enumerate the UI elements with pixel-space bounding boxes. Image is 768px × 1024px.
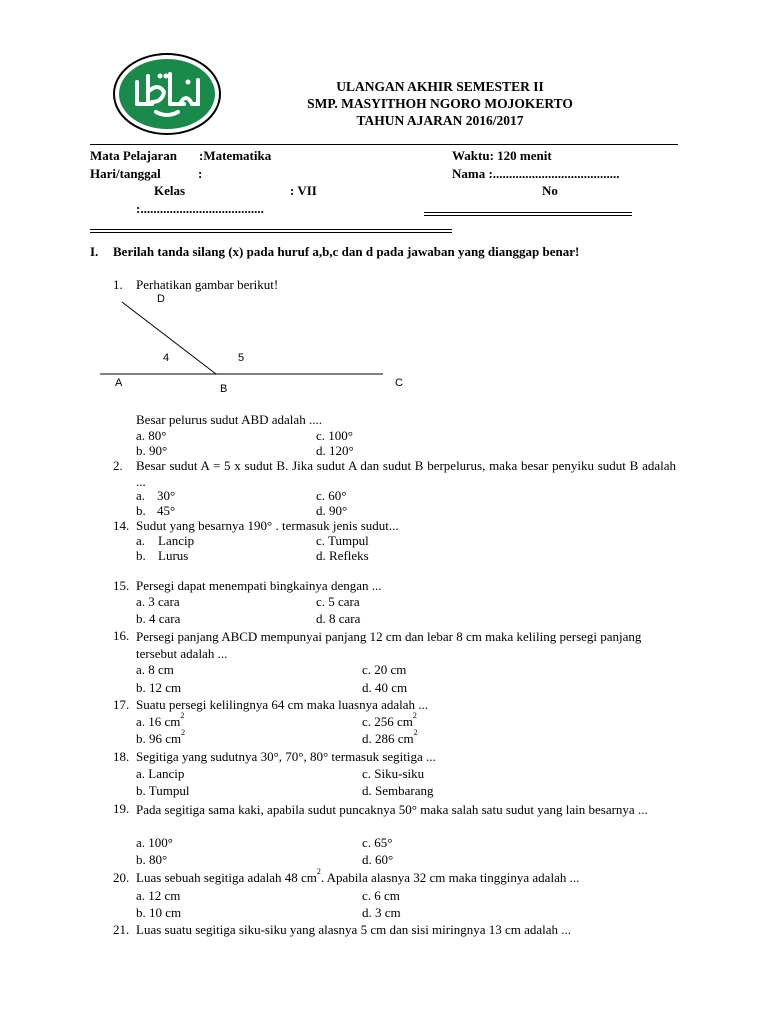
q15-option-b: b. 4 cara <box>136 611 181 626</box>
q21-text: Luas suatu segitiga siku-siku yang alasnya 5 cm dan sisi miringnya 13 cm adalah ... <box>136 922 572 937</box>
label-a: A <box>115 377 123 389</box>
q15-number: 15. <box>113 578 130 593</box>
q2-option-b: 45° <box>157 503 176 518</box>
school-name: SMP. MASYITHOH NGORO MOJOKERTO <box>307 96 573 111</box>
q16-option-d: d. 40 cm <box>362 680 408 695</box>
class-value: : VII <box>290 183 317 198</box>
q1-text: Perhatikan gambar berikut! <box>136 277 279 292</box>
q18-number: 18. <box>113 749 130 764</box>
exam-title: ULANGAN AKHIR SEMESTER II <box>336 79 544 94</box>
q19-text: Pada segitiga sama kaki, apabila sudut puncaknya 50° maka salah satu sudut yang lain besarnya ... <box>136 802 648 817</box>
q1-option-c: c. 100° <box>316 428 353 443</box>
time-label: Waktu: 120 menit <box>452 148 552 163</box>
q14-text: Sudut yang besarnya 190° . termasuk jenis sudut... <box>136 518 399 533</box>
angle-figure <box>100 290 410 400</box>
date-label: Hari/tanggal <box>90 166 161 181</box>
q19-option-b: b. 80° <box>136 852 168 867</box>
q18-option-a: a. Lancip <box>136 766 185 781</box>
q14-option-b-letter: b. <box>136 548 146 563</box>
q14-option-a: Lancip <box>158 533 195 548</box>
q2-option-a-letter: a. <box>136 488 146 503</box>
info-divider-1 <box>90 229 452 230</box>
class-label: Kelas <box>154 183 186 198</box>
q15-option-d: d. 8 cara <box>316 611 361 626</box>
info-divider-2 <box>90 232 452 233</box>
name-field: Nama :....................................... <box>452 166 620 181</box>
number-label: No <box>542 183 558 198</box>
q15-option-c: c. 5 cara <box>316 594 360 609</box>
q18-option-c: c. Siku-siku <box>362 766 425 781</box>
label-d: D <box>157 293 165 305</box>
q2-option-a: 30° <box>157 488 176 503</box>
q16-option-c: c. 20 cm <box>362 662 407 677</box>
label-c: C <box>395 377 403 389</box>
label-angle-5: 5 <box>238 352 245 364</box>
q2-text: Besar sudut A = 5 x sudut B. Jika sudut A dan sudut B berpelurus, maka besar penyiku sudut B adalah ... <box>136 458 676 489</box>
q19-number: 19. <box>113 801 130 816</box>
subject-label: Mata Pelajaran <box>90 148 178 163</box>
header-divider <box>90 144 678 145</box>
q2-option-d: d. 90° <box>316 503 348 518</box>
q19-option-a: a. 100° <box>136 835 173 850</box>
date-value: : <box>198 166 203 181</box>
q20-text: Luas sebuah segitiga adalah 48 $cm^2$. Apabila alasnya 32 cm maka tingginya adalah ... <box>136 867 580 885</box>
class-dots: :...................................... <box>136 201 264 216</box>
q2-option-b-letter: b. <box>136 503 146 518</box>
section-number: I. <box>90 244 99 259</box>
q17-number: 17. <box>113 697 130 712</box>
q15-text: Persegi dapat menempati bingkainya dengan ... <box>136 578 382 593</box>
q15-option-a: a. 3 cara <box>136 594 180 609</box>
q16-number: 16. <box>113 628 130 643</box>
q2-number: 2. <box>113 458 123 473</box>
q20-option-a: a. 12 cm <box>136 888 181 903</box>
label-b: B <box>220 383 228 395</box>
q18-text: Segitiga yang sudutnya 30°, 70°, 80° termasuk segitiga ... <box>136 749 436 764</box>
number-underline-2 <box>424 215 632 216</box>
q1-stem: Besar pelurus sudut ABD adalah .... <box>136 412 322 427</box>
q16-option-a: a. 8 cm <box>136 662 174 677</box>
q20-number: 20. <box>113 870 130 885</box>
q18-option-d: d. Sembarang <box>362 783 434 798</box>
q1-option-a: a. 80° <box>136 428 167 443</box>
q17-option-c: c. 256 $cm^2$ <box>362 711 417 729</box>
q2-option-c: c. 60° <box>316 488 347 503</box>
q14-option-d: d. Refleks <box>316 548 369 563</box>
label-angle-4: 4 <box>163 352 170 364</box>
q20-option-c: c. 6 cm <box>362 888 400 903</box>
q20-option-d: d. 3 cm <box>362 905 401 920</box>
q21-number: 21. <box>113 922 130 937</box>
subject-value: :Matematika <box>199 148 272 163</box>
q14-option-a-letter: a. <box>136 533 146 548</box>
school-logo <box>112 52 222 136</box>
number-underline-1 <box>424 212 632 213</box>
q19-option-c: c. 65° <box>362 835 393 850</box>
q19-option-d: d. 60° <box>362 852 394 867</box>
q1-option-d: d. 120° <box>316 443 354 458</box>
q20-option-b: b. 10 cm <box>136 905 182 920</box>
q16-text: Persegi panjang ABCD mempunyai panjang 12 cm dan lebar 8 cm maka keliling persegi panjang tersebut adalah ... <box>136 629 642 661</box>
q17-option-a: a. 16 $cm^2$ <box>136 711 185 729</box>
q17-text: Suatu persegi kelilingnya 64 cm maka luasnya adalah ... <box>136 697 429 712</box>
q18-option-b: b. Tumpul <box>136 783 190 798</box>
q14-option-b: Lurus <box>158 548 189 563</box>
q16-option-b: b. 12 cm <box>136 680 182 695</box>
q1-option-b: b. 90° <box>136 443 168 458</box>
q14-option-c: c. Tumpul <box>316 533 369 548</box>
q14-number: 14. <box>113 518 130 533</box>
q17-option-d: d. 286 $cm^2$ <box>362 728 418 746</box>
section-instruction: Berilah tanda silang (x) pada huruf a,b,c dan d pada jawaban yang dianggap benar! <box>113 244 580 259</box>
academic-year: TAHUN AJARAN 2016/2017 <box>356 113 524 128</box>
q1-number: 1. <box>113 277 123 292</box>
q17-option-b: b. 96 $cm^2$ <box>136 728 186 746</box>
